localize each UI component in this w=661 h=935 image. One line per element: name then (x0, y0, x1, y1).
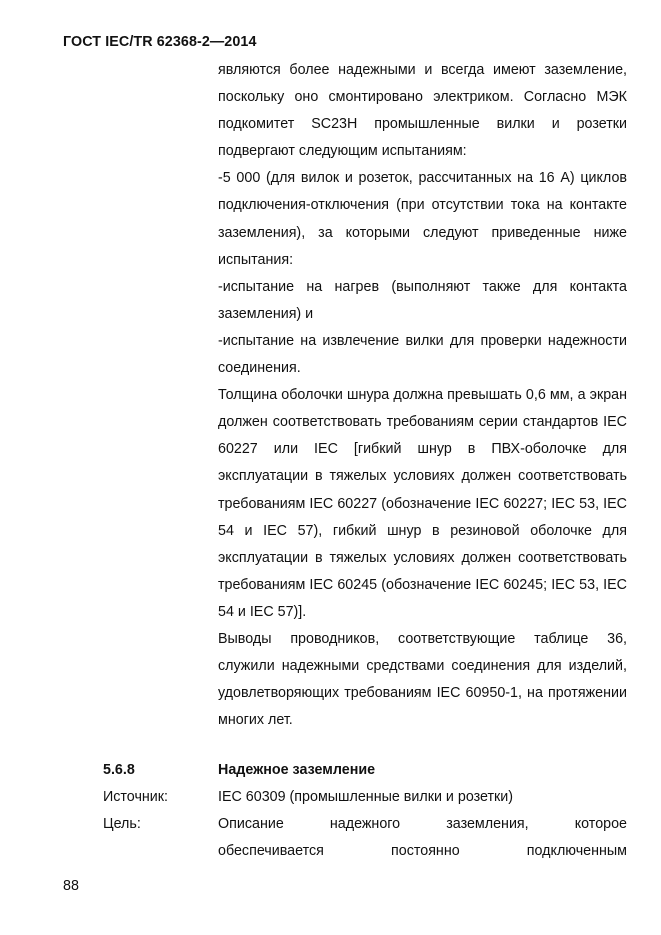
paragraph-cord-sheath: Толщина оболочки шнура должна превышать 0,6 мм, а экран должен соответствовать требованиям серии стандартов IEC 60227 или IEC [гибкий шнур в ПВХ-оболочке для эксплуатации в тяжелых условиях должен соответствовать требованиям IEC 60227 (обозначение IEC 60227; IEC 53, IEC 54 и IEC 57), гибкий шнур в резиновой оболочке для эксплуатации в тяжелых условиях должен соответствовать требованиям IEC 60245 (обозначение IEC 60245; IEC 53, IEC 54 и IEC 57)]. (218, 387, 627, 620)
section-heading-row (103, 757, 627, 784)
source-row (103, 784, 627, 811)
goal-value-line-2: обеспечивается постоянно подключенным (218, 843, 627, 860)
paragraph-intro: являются более надежными и всегда имеют заземление, поскольку оно смонтировано электриком. Согласно МЭК подкомитет SC23H промышленные вилки и розетки подвергают следующим испытаниям: (218, 62, 627, 160)
source-label: Источник: (103, 789, 169, 806)
section-5-6-8 (103, 757, 627, 865)
source-value: IEC 60309 (промышленные вилки и розетки) (218, 789, 514, 806)
goal-value-line-1: Описание надежного заземления, которое (218, 816, 627, 833)
paragraph-cycles: -5 000 (для вилок и розеток, рассчитанных на 16 А) циклов подключения-отключения (при отсутствии тока на контакте заземления), за которыми следуют приведенные ниже испытания: (218, 170, 627, 268)
page-number: 88 (63, 878, 79, 894)
paragraph-terminals: Выводы проводников, соответствующие таблице 36, служили надежными средствами соединения для изделий, удовлетворяющих требованиям IEC 60950-1, на протяжении многих лет. (218, 630, 627, 729)
section-title: Надежное заземление (218, 762, 376, 778)
goal-row (103, 811, 627, 865)
body-text (218, 57, 627, 734)
goal-label: Цель: (103, 816, 141, 833)
document-header: ГОСТ IEC/TR 62368-2—2014 (63, 34, 257, 50)
goal-value (218, 811, 627, 865)
paragraph-heating-test: -испытание на нагрев (выполняют также для контакта заземления) и (218, 278, 627, 322)
paragraph-extraction-test: -испытание на извлечение вилки для проверки надежности соединения. (218, 332, 627, 377)
section-number: 5.6.8 (103, 762, 135, 778)
